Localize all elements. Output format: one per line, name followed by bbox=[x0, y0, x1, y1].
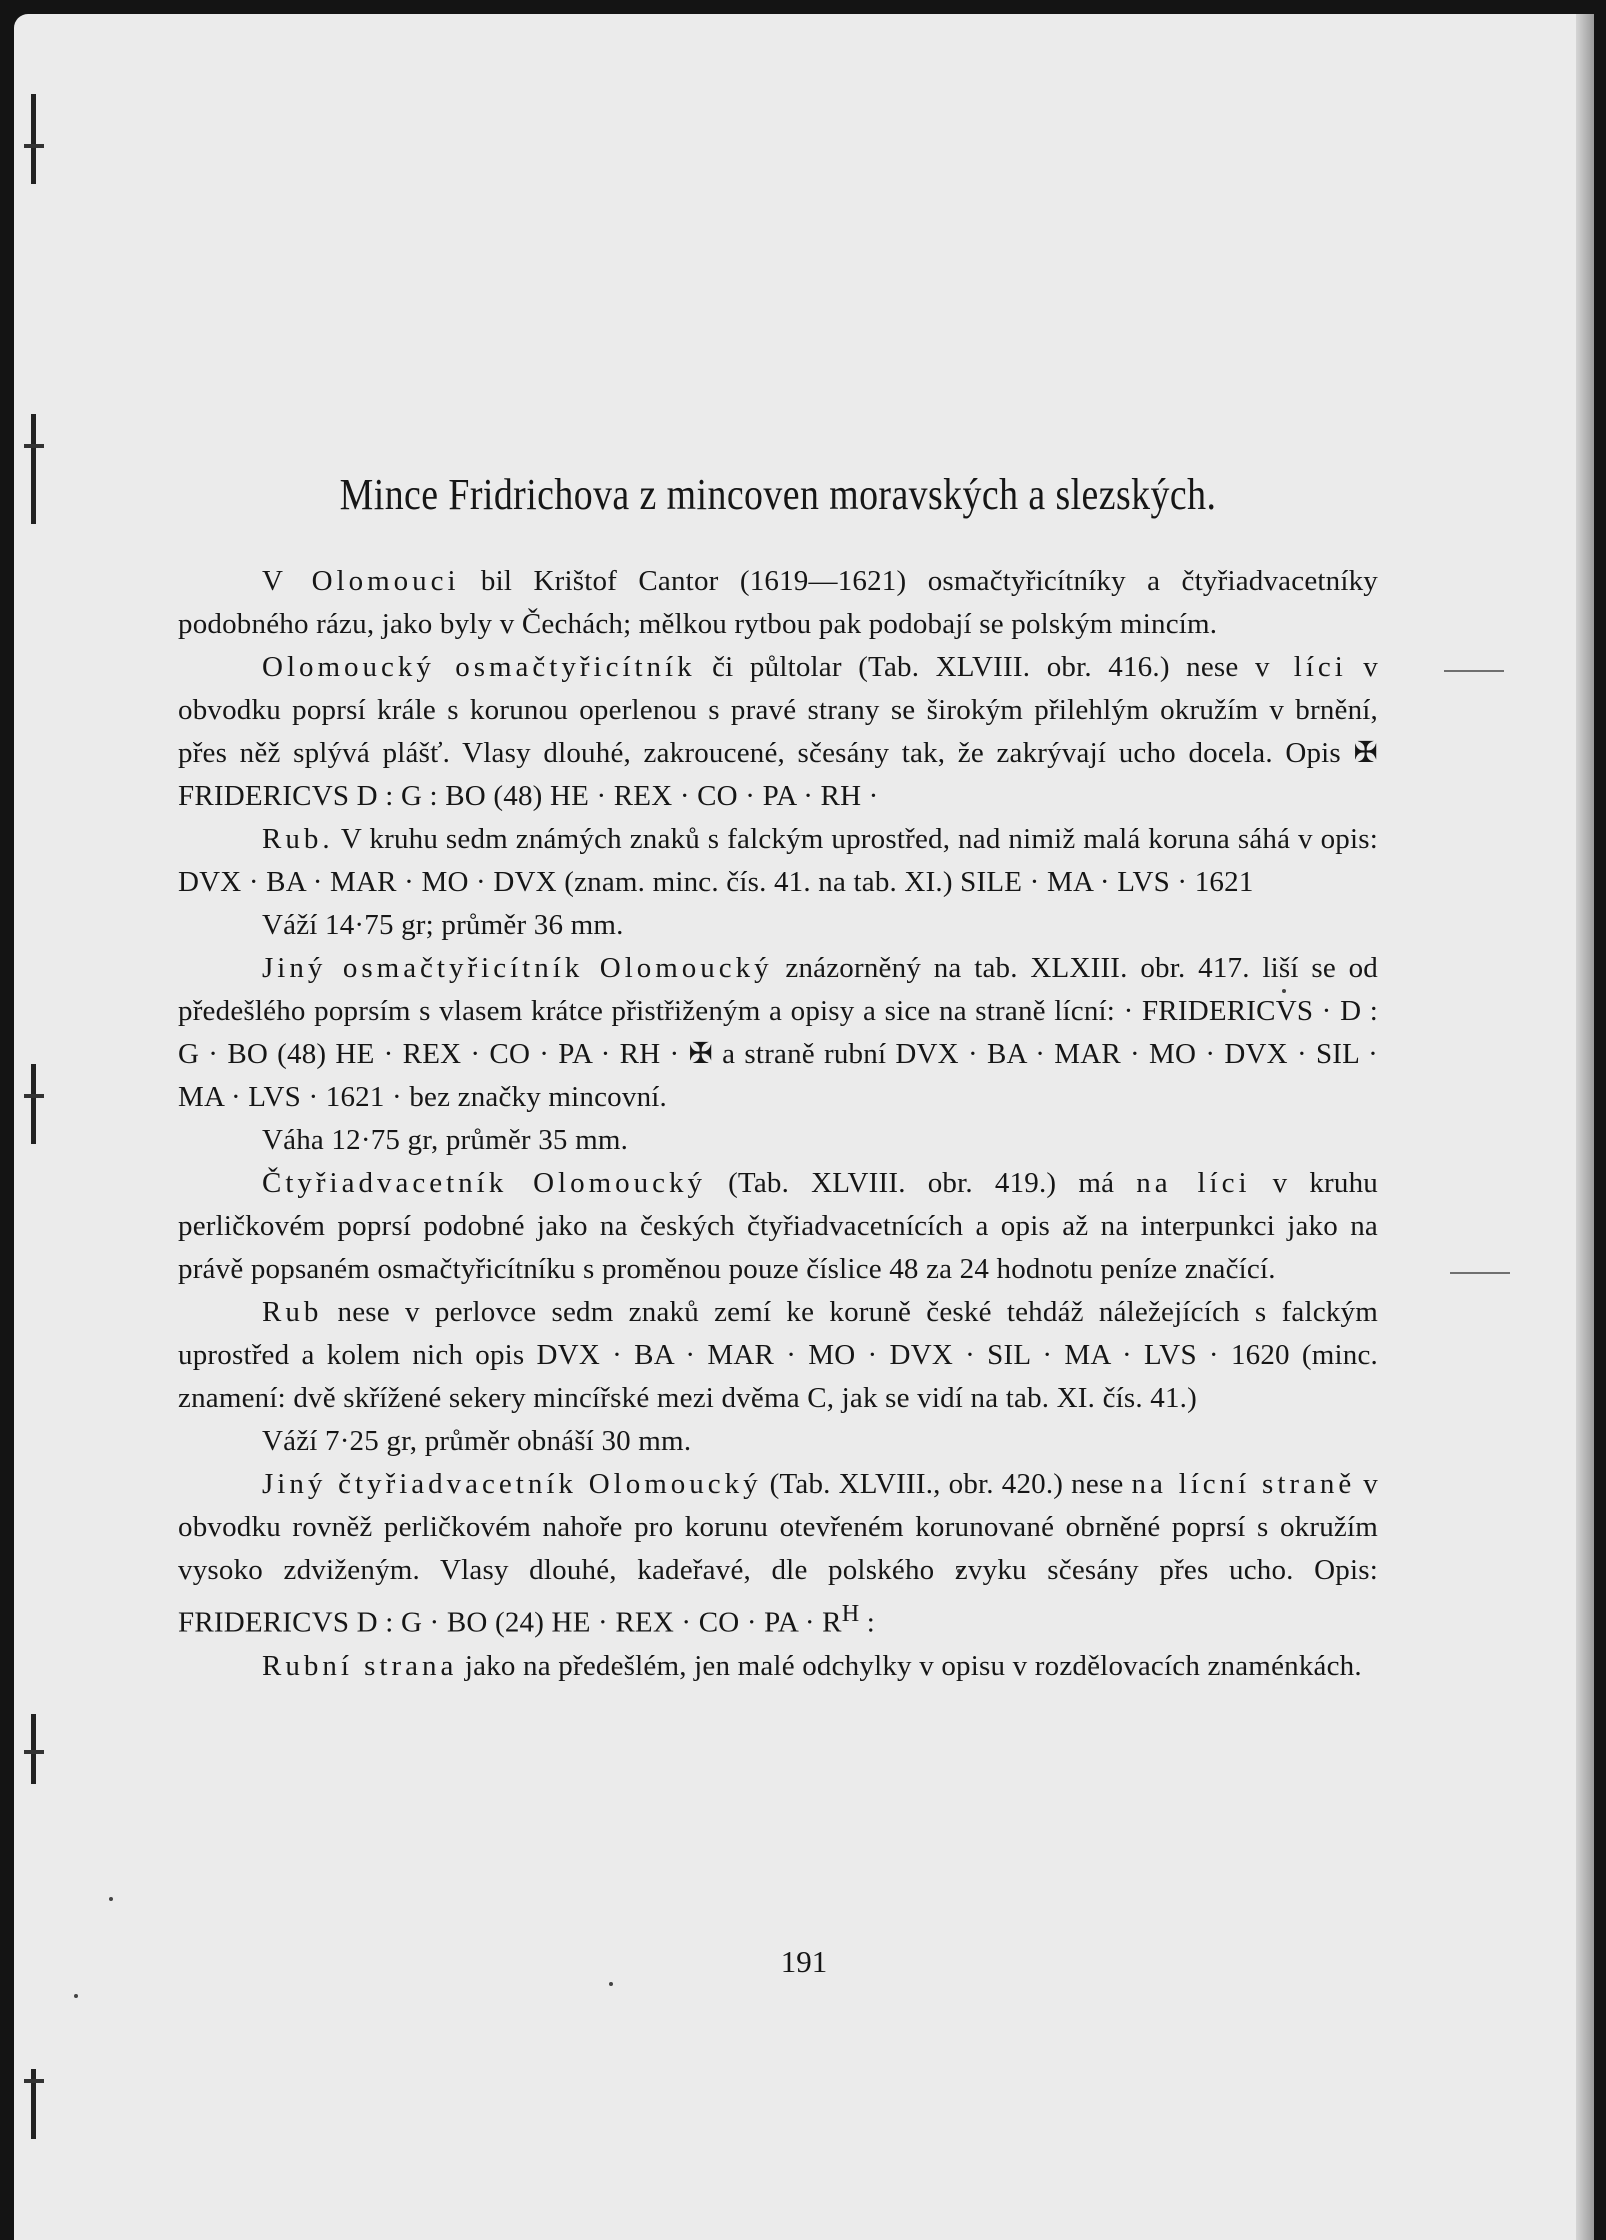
paragraph bbox=[178, 904, 1378, 947]
paragraph-text: Váží 7·25 gr, průměr obnáší 30 mm. bbox=[262, 1425, 692, 1457]
binding-mark bbox=[24, 144, 44, 148]
page-edge-shadow bbox=[1576, 14, 1594, 2240]
paragraph-text: Váží 14·75 gr; průměr 36 mm. bbox=[262, 909, 624, 941]
paragraph-text: v obvodku poprsí krále s korunou operlenou s pravé strany se širokým přilehlým okružím v brnění, přes něž splývá plášť. Vlasy dlouhé, zakroucené, sčesány tak, že zakrývají ucho docela. Opis ✠ FRIDERICVS D : G : BO (48) HE · REX · CO · PA · RH · bbox=[178, 651, 1378, 812]
binding-mark bbox=[24, 2079, 44, 2083]
page-number: 191 bbox=[780, 1944, 828, 1979]
paragraph bbox=[178, 1291, 1378, 1420]
paragraph bbox=[178, 818, 1378, 904]
spaced-lead: Rub bbox=[262, 1296, 323, 1328]
paragraph-text: jako na předešlém, jen malé odchylky v opisu v rozdělovacích znaménkách. bbox=[457, 1649, 1362, 1682]
paragraph bbox=[178, 1645, 1378, 1688]
speck bbox=[109, 1897, 113, 1901]
paragraph-text: v kruhu perličkovém poprsí podobné jako na českých čtyřiadvacetnících a opis až na interpunkci jako na právě popsaném osmačtyřicítníku s proměnou pouze číslice 48 za 24 hodnotu peníze značící. bbox=[178, 1167, 1378, 1285]
binding-mark bbox=[31, 414, 36, 524]
paragraph-text: znázorněný na tab. XLXIII. obr. 417. liší se od předešlého poprsím s vlasem krátce přistřiženým a opisy a sice na straně lícní: · FRIDERICVS · D : G · BO (48) HE · REX · CO · PA · RH · ✠ a straně rubní DVX · BA · MAR · MO · DVX · SIL · MA · LVS · 1621 · bez značky mincovní. bbox=[178, 952, 1378, 1113]
paragraph bbox=[178, 560, 1378, 646]
binding-mark bbox=[24, 444, 44, 448]
binding-mark bbox=[31, 1064, 36, 1144]
paragraph-text: V kruhu sedm známých znaků s falckým uprostřed, nad nimiž malá koruna sáhá v opis: DVX · BA · MAR · MO · DVX (znam. minc. čís. 41. na tab. XI.) SILE · MA · LVS · 1621 bbox=[178, 823, 1378, 898]
speck bbox=[609, 1982, 613, 1986]
paragraph-text: bil Krištof Cantor (1619—1621) osmačtyřicítníky a čtyřiadvacetníky podobného rázu, jako byly v Čechách; mělkou rytbou pak podobají se polským mincím. bbox=[178, 565, 1379, 640]
binding-mark bbox=[24, 1750, 44, 1754]
margin-rule bbox=[1450, 1272, 1510, 1274]
body-text bbox=[178, 560, 1378, 1688]
paragraph bbox=[178, 947, 1378, 1119]
superscript: H bbox=[841, 1600, 860, 1627]
page-title: Mince Fridrichova z mincoven moravských a slezských. bbox=[339, 470, 1217, 519]
spaced-lead: Rub. bbox=[262, 823, 334, 855]
spaced-lead: na lícní straně bbox=[1131, 1468, 1356, 1500]
spaced-lead: Olomoucký osmačtyřicítník bbox=[262, 651, 696, 683]
paragraph-text: (Tab. XLVIII., obr. 420.) nese bbox=[761, 1468, 1132, 1500]
spaced-lead: Jiný osmačtyřicítník Olomoucký bbox=[262, 952, 773, 984]
spaced-lead: v líci bbox=[1254, 651, 1347, 683]
paragraph-text: Váha 12·75 gr, průměr 35 mm. bbox=[262, 1124, 629, 1156]
spaced-lead: Rubní strana bbox=[262, 1649, 458, 1682]
binding-mark bbox=[31, 1714, 36, 1784]
paragraph bbox=[178, 1420, 1378, 1463]
spaced-lead: Jiný čtyřiadvacetník Olomoucký bbox=[262, 1468, 762, 1500]
paragraph-text: či půltolar (Tab. XLVIII. obr. 416.) nese bbox=[695, 651, 1255, 683]
paragraph bbox=[178, 646, 1378, 818]
spaced-lead: Čtyřiadvacetník Olomoucký bbox=[262, 1167, 707, 1199]
margin-rule bbox=[1444, 670, 1504, 672]
paragraph-text: v obvodku rovněž perličkovém nahoře pro korunu otevřeném korunované obrněné poprsí s okružím vysoko zdviženým. Vlasy dlouhé, kadeřavé, dle polského zvyku sčesány přes ucho. Opis: FRIDERICVS D : G · BO (24) HE · REX · CO · PA · R bbox=[178, 1468, 1379, 1639]
spaced-lead: na líci bbox=[1136, 1167, 1251, 1199]
page-content bbox=[178, 469, 1378, 1688]
paragraph bbox=[178, 1162, 1378, 1291]
paragraph-text: nese v perlovce sedm znaků zemí ke koruně české tehdáž náležejících s falckým uprostřed a kolem nich opis DVX · BA · MAR · MO · DVX · SIL · MA · LVS · 1620 (minc. znamení: dvě skřížené sekery mincířské mezi dvěma C, jak se vidí na tab. XI. čís. 41.) bbox=[178, 1296, 1378, 1414]
paragraph-text: : bbox=[859, 1606, 876, 1639]
paragraph bbox=[178, 1119, 1378, 1162]
binding-mark bbox=[24, 1094, 44, 1098]
paragraph bbox=[178, 1463, 1378, 1645]
spaced-lead: V Olomouci bbox=[262, 565, 460, 597]
paragraph-text: (Tab. XLVIII. obr. 419.) má bbox=[706, 1167, 1137, 1199]
speck bbox=[74, 1994, 78, 1998]
book-page bbox=[14, 14, 1594, 2240]
binding-mark bbox=[31, 94, 36, 184]
